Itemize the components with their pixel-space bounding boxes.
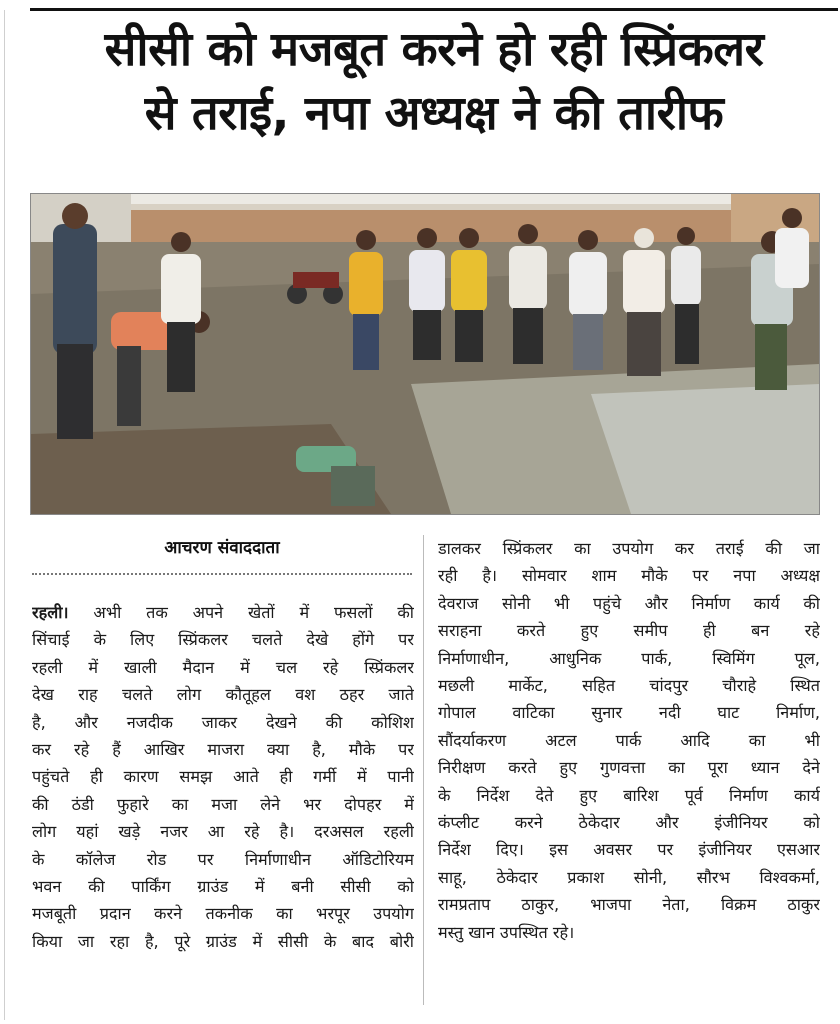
headline-line-2: से तराई, नपा अध्यक्ष ने की तारीफ	[144, 86, 724, 141]
headline	[30, 18, 838, 146]
article-right-column	[438, 535, 820, 946]
byline: आचरण संवाददाता	[164, 538, 280, 558]
article-line: की ठंडी फुहारे का मजा लेने भर दोपहर में	[32, 794, 414, 814]
article-line: सौंदर्याकरण अटल पार्क आदि का भी	[438, 730, 820, 750]
article-line: देख राह चलते लोग कौतूहल वश ठहर जाते	[32, 685, 414, 705]
article-line: साहू, ठेकेदार प्रकाश सोनी, सौरभ विश्वकर्मा,	[438, 867, 820, 887]
article-line: सराहना करते हुए समीप ही बन रहे	[438, 621, 820, 641]
article-line: मस्तु खान उपस्थित रहे।	[438, 922, 575, 942]
news-photo	[30, 193, 820, 515]
article-line: निर्माणाधीन, आधुनिक पार्क, स्विमिंग पूल,	[438, 648, 820, 668]
byline-dotted-rule	[32, 573, 412, 575]
article-line: लोग यहां खड़े नजर आ रहे है। दरअसल रहली	[32, 822, 414, 842]
column-divider	[423, 535, 424, 1005]
article-line: किया जा रहा है, पूरे ग्राउंड में सीसी के बाद बोरी	[32, 931, 414, 951]
article-line: के निर्देश देते हुए बारिश पूर्व निर्माण कार्य	[438, 785, 820, 805]
article-line: के कॉलेज रोड पर निर्माणाधीन ऑडिटोरियम	[32, 849, 414, 869]
article-line-text: अभी तक अपने खेतों में फसलों की	[68, 603, 414, 622]
dateline: रहली।	[32, 603, 69, 622]
article-line: रामप्रताप ठाकुर, भाजपा नेता, विक्रम ठाकुर	[438, 895, 820, 915]
construction-site-photo	[31, 194, 819, 514]
article-line: रहली में खाली मैदान में चल रहे स्प्रिंकलर	[32, 657, 414, 677]
article-left-column	[32, 599, 414, 955]
page-edge-rule	[4, 10, 5, 1020]
article-line: कंप्लीट करने ठेकेदार और इंजीनियर को	[438, 813, 820, 833]
article-line: मजबूती प्रदान करने तकनीक का भरपूर उपयोग	[32, 904, 414, 924]
article-line: भवन की पार्किंग ग्राउंड में बनी सीसी को	[32, 877, 414, 897]
article-line: है, और नजदीक जाकर देखने की कोशिश	[32, 712, 414, 732]
headline-line-1: सीसी को मजबूत करने हो रही स्प्रिंकलर	[104, 22, 764, 77]
article-line: देवराज सोनी भी पहुंचे और निर्माण कार्य की	[438, 593, 820, 613]
article-line: निरीक्षण करते हुए गुणवत्ता का पूरा ध्यान देने	[438, 758, 820, 778]
article-line: निर्देश दिए। इस अवसर पर इंजीनियर एसआर	[438, 840, 820, 860]
top-rule	[30, 8, 838, 11]
article-line: मछली मार्केट, सहित चांदपुर चौराहे स्थित	[438, 676, 820, 696]
article-line: सिंचाई के लिए स्प्रिंकलर चलते देखे होंगे पर	[32, 630, 414, 650]
article-line: कर रहे हैं आखिर माजरा क्या है, मौके पर	[32, 740, 414, 760]
article-line	[32, 599, 414, 626]
article-line: पहुंचते ही कारण समझ आते ही गर्मी में पानी	[32, 767, 414, 787]
article-line: रही है। सोमवार शाम मौके पर नपा अध्यक्ष	[438, 566, 820, 586]
article-line: डालकर स्प्रिंकलर का उपयोग कर तराई की जा	[438, 539, 820, 558]
article-line: गोपाल वाटिका सुनार नदी घाट निर्माण,	[438, 703, 820, 723]
